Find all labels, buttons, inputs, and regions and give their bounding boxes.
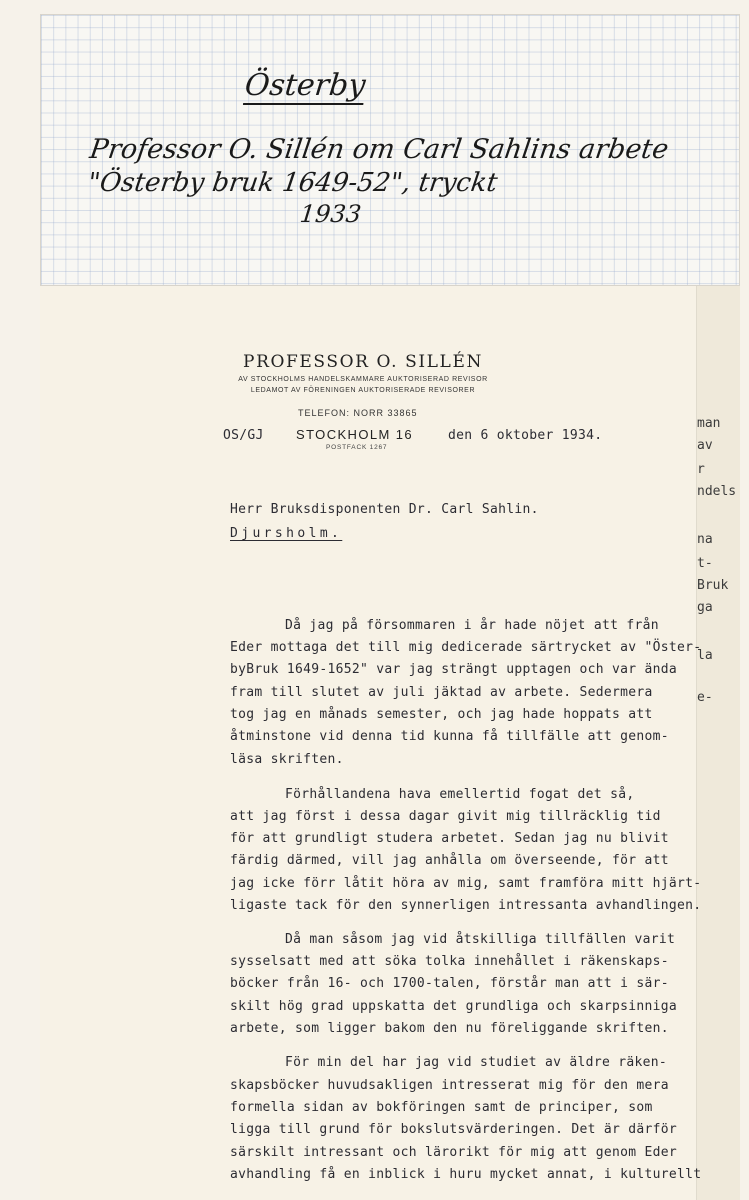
note-line-3: 1933 — [298, 200, 363, 228]
letterhead-subtitle-2: LEDAMOT AV FÖRENINGEN AUKTORISERADE REVISORER — [250, 387, 476, 394]
letter-place: Djursholm. — [230, 526, 343, 541]
background-edge-word: ga — [697, 600, 713, 615]
letter-body-line: avhandling få en inblick i huru mycket annat, i kulturellt — [230, 1167, 702, 1182]
letter-body-line: Eder mottaga det till mig dedicerade särtrycket av "Öster- — [230, 640, 702, 655]
letter-body-line: jag icke förr låtit höra av mig, samt framföra mitt hjärt- — [230, 876, 702, 891]
background-edge-word: la — [697, 648, 713, 663]
background-edge-word: av — [697, 438, 713, 453]
background-edge-word: ndels — [697, 484, 737, 499]
letter-body-line: ligga till grund för bokslutsvärderingen. Det är därför — [230, 1122, 677, 1137]
note-line-2: "Österby bruk 1649-52", tryckt — [85, 168, 500, 198]
background-edge-word: man — [697, 416, 721, 431]
letterhead-postbox: POSTFACK 1267 — [326, 444, 388, 451]
letter-body-line: åtminstone vid denna tid kunna få tillfälle att genom- — [230, 729, 669, 744]
letter-body-line: Då man såsom jag vid åtskilliga tillfällen varit — [285, 932, 676, 947]
letter-body-line: byBruk 1649-1652" var jag strängt upptagen och var ända — [230, 662, 677, 677]
letter-body-line: läsa skriften. — [230, 752, 344, 767]
letter-body-line: särskilt intressant och lärorikt för mig att genom Eder — [230, 1145, 677, 1160]
letter-body-line: att jag först i dessa dagar givit mig tillräcklig tid — [230, 809, 661, 824]
letter-body-line: för att grundligt studera arbetet. Sedan jag nu blivit — [230, 831, 669, 846]
letter-recipient: Herr Bruksdisponenten Dr. Carl Sahlin. — [230, 502, 539, 517]
letter-body-line: fram till slutet av juli jäktad av arbete. Sedermera — [230, 685, 653, 700]
letter-reference: OS/GJ — [223, 428, 264, 443]
letterhead-subtitle-1: AV STOCKHOLMS HANDELSKAMMARE AUKTORISERAD REVISOR — [238, 376, 488, 383]
letterhead-phone: TELEFON: NORR 33865 — [298, 408, 418, 418]
letter-body-line: skilt hög grad uppskatta det grundliga och skarpsinniga — [230, 999, 677, 1014]
background-edge-word: e- — [697, 690, 713, 705]
letter-body-line: böcker från 16- och 1700-talen, förstår man att i sär- — [230, 976, 669, 991]
letter-body-line: ligaste tack för den synnerligen intressanta avhandlingen. — [230, 898, 702, 913]
letterhead-city: STOCKHOLM 16 — [296, 427, 413, 442]
background-edge-word: t- — [697, 556, 713, 571]
note-line-1: Professor O. Sillén om Carl Sahlins arbete — [87, 134, 671, 165]
letter-body-line: skapsböcker huvudsakligen intresserat mig för den mera — [230, 1078, 669, 1093]
letter-body-line: sysselsatt med att söka tolka innehållet i räkenskaps- — [230, 954, 669, 969]
background-edge-word: Bruk — [697, 578, 729, 593]
letter-body-line: färdig därmed, vill jag anhålla om överseende, för att — [230, 853, 669, 868]
letterhead-name: PROFESSOR O. SILLÉN — [243, 352, 483, 372]
background-edge-word: r — [697, 462, 705, 477]
letter-body-line: formella sidan av bokföringen samt de principer, som — [230, 1100, 653, 1115]
background-edge-word: na — [697, 532, 713, 547]
letter-body-line: För min del har jag vid studiet av äldre räken- — [285, 1055, 667, 1070]
letter-date: den 6 oktober 1934. — [448, 428, 603, 443]
letter-body-line: arbete, som ligger bakom den nu föreliggande skriften. — [230, 1021, 669, 1036]
letter-sheet — [40, 286, 702, 1200]
letter-body-line: Då jag på försommaren i år hade nöjet att från — [285, 618, 659, 633]
note-title: Österby — [243, 68, 368, 103]
letter-body-line: tog jag en månads semester, och jag hade hoppats att — [230, 707, 653, 722]
letter-body-line: Förhållandena hava emellertid fogat det så, — [285, 787, 635, 802]
